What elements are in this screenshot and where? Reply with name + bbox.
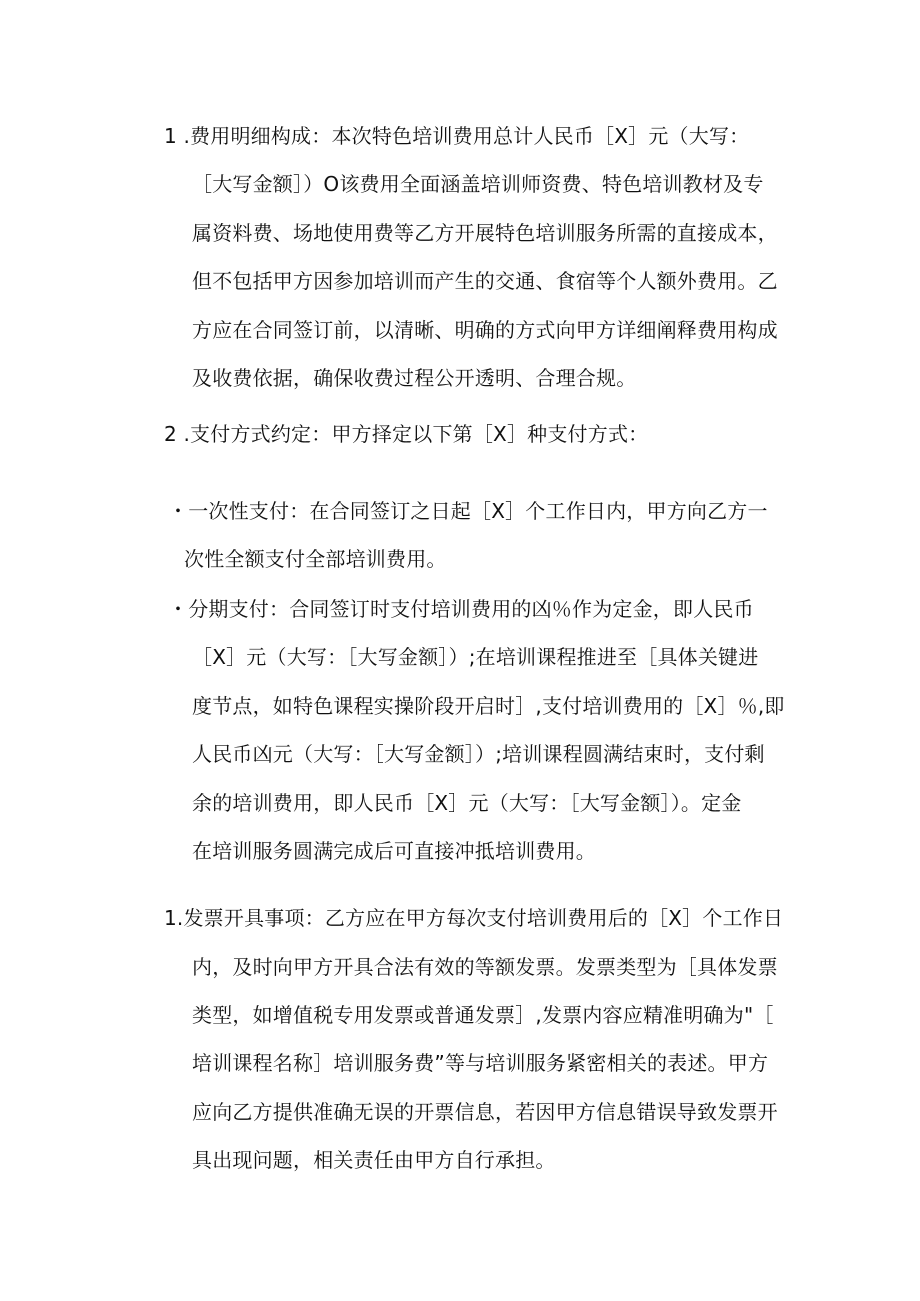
installment-line-1: ・分期支付：合同签订时支付培训费用的凶％作为定金，即人民币	[168, 597, 754, 621]
installment-line-2: ［X］元（大写：［大写金额］）;在培训课程推进至［具体关键进	[192, 645, 759, 669]
installment-line-5: 余的培训费用，即人民币［X］元（大写：［大写金额］）。定金	[192, 791, 742, 815]
installment-line-6: 在培训服务圆满完成后可直接冲抵培训费用。	[192, 839, 596, 863]
invoice-line-3: 类型，如增值税专用发票或普通发票］,发票内容应精准明确为"［	[192, 1003, 774, 1027]
fee-line-6: 及收费依据，确保收费过程公开透明、合理合规。	[192, 366, 637, 390]
lump-sum-line-2: 次性全额支付全部培训费用。	[184, 547, 447, 571]
invoice-line-1: 1.发票开具事项：乙方应在甲方每次支付培训费用后的［X］个工作日	[164, 906, 784, 930]
payment-line-1: 2 .支付方式约定：甲方择定以下第［X］种支付方式：	[164, 422, 649, 446]
fee-line-5: 方应在合同签订前，以清晰、明确的方式向甲方详细阐释费用构成	[192, 318, 778, 342]
invoice-line-4: 培训课程名称］培训服务费”等与培训服务紧密相关的表述。甲方	[192, 1051, 769, 1075]
fee-line-1: 1 .费用明细构成：本次特色培训费用总计人民币［X］元（大写：	[164, 124, 750, 148]
fee-line-2: ［大写金额］）O该费用全面涵盖培训师资费、特色培训教材及专	[192, 172, 764, 196]
fee-line-4: 但不包括甲方因参加培训而产生的交通、食宿等个人额外费用。乙	[192, 269, 778, 293]
invoice-line-5: 应向乙方提供准确无误的开票信息，若因甲方信息错误导致发票开	[192, 1100, 778, 1124]
installment-line-3: 度节点，如特色课程实操阶段开启时］,支付培训费用的［X］％,即	[192, 694, 785, 718]
lump-sum-line-1: ・一次性支付：在合同签订之日起［X］个工作日内，甲方向乙方一	[168, 499, 768, 523]
fee-line-3: 属资料费、场地使用费等乙方开展特色培训服务所需的直接成本，	[192, 221, 778, 245]
invoice-line-2: 内，及时向甲方开具合法有效的等额发票。发票类型为［具体发票	[192, 955, 778, 979]
installment-line-4: 人民币凶元（大写：［大写金额］）;培训课程圆满结束时，支付剩	[192, 742, 765, 766]
invoice-line-6: 具出现问题，相关责任由甲方自行承担。	[192, 1148, 556, 1172]
